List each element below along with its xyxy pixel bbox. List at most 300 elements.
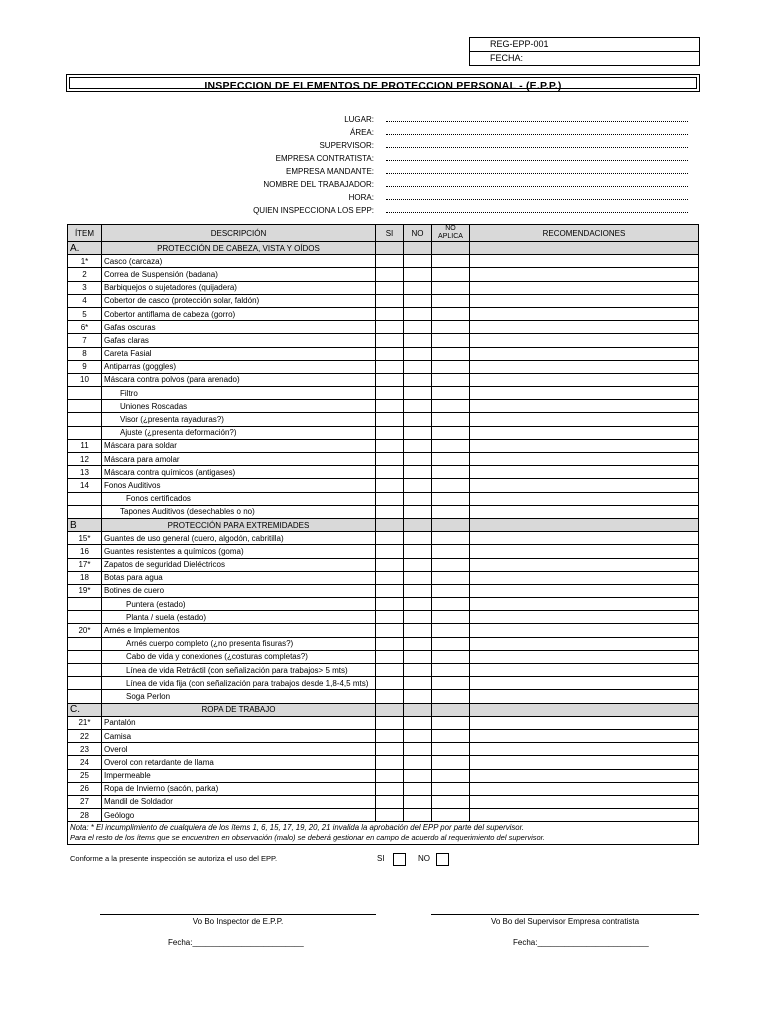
item-number: 8: [68, 347, 102, 360]
no-aplica-check-cell[interactable]: [432, 505, 470, 518]
si-check-cell[interactable]: [376, 637, 404, 650]
no-check-cell[interactable]: [404, 756, 432, 769]
recommendation-cell[interactable]: [470, 453, 699, 466]
no-check-cell[interactable]: [404, 637, 432, 650]
recommendation-cell[interactable]: [470, 505, 699, 518]
recommendation-cell[interactable]: [470, 492, 699, 505]
no-aplica-check-cell[interactable]: [432, 650, 470, 663]
recommendation-cell[interactable]: [470, 782, 699, 795]
item-description: Overol con retardante de llama: [102, 756, 376, 769]
recommendation-cell[interactable]: [470, 756, 699, 769]
no-aplica-check-cell[interactable]: [432, 321, 470, 334]
si-check-cell[interactable]: [376, 466, 404, 479]
no-check-cell[interactable]: [404, 426, 432, 439]
table-row: [68, 426, 699, 439]
item-number: 19*: [68, 584, 102, 597]
no-check-cell[interactable]: [404, 584, 432, 597]
info-field-row: [0, 178, 768, 191]
item-description: Impermeable: [102, 769, 376, 782]
item-description: Línea de vida Retráctil (con señalización para trabajos> 5 mts): [102, 664, 376, 677]
no-aplica-check-cell[interactable]: [432, 294, 470, 307]
table-row: [68, 624, 699, 637]
si-check-cell[interactable]: [376, 756, 404, 769]
section-header-row: [68, 242, 699, 255]
recommendation-cell[interactable]: [470, 769, 699, 782]
item-description: Máscara para soldar: [102, 439, 376, 452]
si-check-cell[interactable]: [376, 782, 404, 795]
table-row: [68, 782, 699, 795]
recommendation-cell[interactable]: [470, 387, 699, 400]
recommendation-cell[interactable]: [470, 360, 699, 373]
no-check-cell[interactable]: [404, 439, 432, 452]
recommendation-cell[interactable]: [470, 426, 699, 439]
recommendation-cell[interactable]: [470, 571, 699, 584]
item-number: [68, 611, 102, 624]
section-si-cell: [376, 518, 404, 531]
recommendation-cell[interactable]: [470, 690, 699, 703]
item-number: 2: [68, 268, 102, 281]
conformity-no-checkbox[interactable]: [436, 853, 449, 866]
recommendation-cell[interactable]: [470, 307, 699, 320]
no-aplica-check-cell[interactable]: [432, 466, 470, 479]
info-fields: [0, 113, 768, 217]
si-check-cell[interactable]: [376, 255, 404, 268]
no-check-cell[interactable]: [404, 729, 432, 742]
item-number: 10: [68, 373, 102, 386]
si-check-cell[interactable]: [376, 769, 404, 782]
table-row: [68, 334, 699, 347]
no-check-cell[interactable]: [404, 479, 432, 492]
item-description: Careta Fasial: [102, 347, 376, 360]
item-description: Línea de vida fija (con señalización para trabajos desde 1,8-4,5 mts): [102, 677, 376, 690]
recommendation-cell[interactable]: [470, 743, 699, 756]
conformity-si-checkbox[interactable]: [393, 853, 406, 866]
item-number: 7: [68, 334, 102, 347]
item-description: Ajuste (¿presenta deformación?): [102, 426, 376, 439]
recommendation-cell[interactable]: [470, 268, 699, 281]
recommendation-cell[interactable]: [470, 532, 699, 545]
signature-line-inspector[interactable]: [100, 914, 376, 915]
table-row: [68, 479, 699, 492]
si-check-cell[interactable]: [376, 505, 404, 518]
item-number: 26: [68, 782, 102, 795]
item-description: Botas para agua: [102, 571, 376, 584]
section-si-cell: [376, 703, 404, 716]
recommendation-cell[interactable]: [470, 677, 699, 690]
si-check-cell[interactable]: [376, 729, 404, 742]
no-check-cell[interactable]: [404, 598, 432, 611]
section-rec-cell: [470, 703, 699, 716]
si-check-cell[interactable]: [376, 387, 404, 400]
signature-line-supervisor[interactable]: [431, 914, 699, 915]
note-line-1: Nota: * El incumplimiento de cualquiera de los ítems 1, 6, 15, 17, 19, 20, 21 invalida la aprobación del EPP por parte del supervisor.: [70, 823, 525, 833]
table-row: [68, 268, 699, 281]
no-aplica-check-cell[interactable]: [432, 479, 470, 492]
no-aplica-check-cell[interactable]: [432, 492, 470, 505]
si-check-cell[interactable]: [376, 307, 404, 320]
item-number: [68, 664, 102, 677]
no-check-cell[interactable]: [404, 809, 432, 822]
item-number: 1*: [68, 255, 102, 268]
item-description: Fonos certificados: [102, 492, 376, 505]
no-check-cell[interactable]: [404, 387, 432, 400]
recommendation-cell[interactable]: [470, 373, 699, 386]
item-description: Soga Perlon: [102, 690, 376, 703]
signature-date-inspector[interactable]: Fecha:_________________________: [168, 938, 304, 947]
table-row: [68, 347, 699, 360]
item-number: [68, 492, 102, 505]
signature-date-supervisor[interactable]: Fecha:_________________________: [513, 938, 649, 947]
no-check-cell[interactable]: [404, 716, 432, 729]
item-description: Puntera (estado): [102, 598, 376, 611]
item-description: Uniones Roscadas: [102, 400, 376, 413]
item-number: 9: [68, 360, 102, 373]
item-number: [68, 637, 102, 650]
table-row: [68, 307, 699, 320]
table-row: [68, 743, 699, 756]
no-aplica-check-cell[interactable]: [432, 782, 470, 795]
table-row: [68, 466, 699, 479]
table-row: [68, 545, 699, 558]
item-description: Geólogo: [102, 809, 376, 822]
no-check-cell[interactable]: [404, 373, 432, 386]
no-aplica-check-cell[interactable]: [432, 281, 470, 294]
item-number: [68, 413, 102, 426]
recommendation-cell[interactable]: [470, 558, 699, 571]
no-check-cell[interactable]: [404, 294, 432, 307]
no-aplica-check-cell[interactable]: [432, 268, 470, 281]
table-row: [68, 321, 699, 334]
date-field-label[interactable]: FECHA:: [470, 51, 699, 65]
si-check-cell[interactable]: [376, 321, 404, 334]
item-number: [68, 426, 102, 439]
no-aplica-check-cell[interactable]: [432, 611, 470, 624]
si-check-cell[interactable]: [376, 545, 404, 558]
si-check-cell[interactable]: [376, 373, 404, 386]
item-description: Pantalón: [102, 716, 376, 729]
si-check-cell[interactable]: [376, 795, 404, 808]
no-aplica-check-cell[interactable]: [432, 255, 470, 268]
info-field-input[interactable]: [386, 173, 688, 174]
item-description: Ropa de Invierno (sacón, parka): [102, 782, 376, 795]
item-number: 21*: [68, 716, 102, 729]
table-row: [68, 505, 699, 518]
recommendation-cell[interactable]: [470, 294, 699, 307]
recommendation-cell[interactable]: [470, 809, 699, 822]
info-field-input[interactable]: [386, 134, 688, 135]
item-description: Gafas oscuras: [102, 321, 376, 334]
no-check-cell[interactable]: [404, 782, 432, 795]
no-check-cell[interactable]: [404, 268, 432, 281]
recommendation-cell[interactable]: [470, 466, 699, 479]
table-row: [68, 400, 699, 413]
table-row: [68, 453, 699, 466]
item-description: Filtro: [102, 387, 376, 400]
item-number: 11: [68, 439, 102, 452]
recommendation-cell[interactable]: [470, 545, 699, 558]
no-check-cell[interactable]: [404, 795, 432, 808]
section-letter: A.: [68, 242, 102, 255]
info-field-label: NOMBRE DEL TRABAJADOR:: [263, 180, 374, 189]
no-check-cell[interactable]: [404, 690, 432, 703]
recommendation-cell[interactable]: [470, 637, 699, 650]
no-aplica-check-cell[interactable]: [432, 347, 470, 360]
recommendation-cell[interactable]: [470, 439, 699, 452]
si-check-cell[interactable]: [376, 360, 404, 373]
si-check-cell[interactable]: [376, 611, 404, 624]
si-check-cell[interactable]: [376, 439, 404, 452]
si-check-cell[interactable]: [376, 809, 404, 822]
no-check-cell[interactable]: [404, 453, 432, 466]
item-number: 24: [68, 756, 102, 769]
si-check-cell[interactable]: [376, 558, 404, 571]
item-description: Máscara para amolar: [102, 453, 376, 466]
section-title: PROTECCIÓN DE CABEZA, VISTA Y OÍDOS: [102, 242, 376, 255]
item-description: Visor (¿presenta rayaduras?): [102, 413, 376, 426]
signature-label-supervisor: Vo Bo del Supervisor Empresa contratista: [490, 917, 640, 926]
table-row: [68, 558, 699, 571]
no-aplica-check-cell[interactable]: [432, 743, 470, 756]
section-header-row: [68, 703, 699, 716]
si-check-cell[interactable]: [376, 571, 404, 584]
si-check-cell[interactable]: [376, 584, 404, 597]
no-aplica-check-cell[interactable]: [432, 690, 470, 703]
no-check-cell[interactable]: [404, 743, 432, 756]
item-number: [68, 400, 102, 413]
si-check-cell[interactable]: [376, 281, 404, 294]
no-check-cell[interactable]: [404, 677, 432, 690]
recommendation-cell[interactable]: [470, 321, 699, 334]
si-check-cell[interactable]: [376, 453, 404, 466]
document-code-box: [469, 37, 700, 66]
item-description: Máscara contra polvos (para arenado): [102, 373, 376, 386]
si-check-cell[interactable]: [376, 294, 404, 307]
item-number: 16: [68, 545, 102, 558]
no-check-cell[interactable]: [404, 347, 432, 360]
no-aplica-check-cell[interactable]: [432, 624, 470, 637]
si-check-cell[interactable]: [376, 664, 404, 677]
item-description: Máscara contra químicos (antigases): [102, 466, 376, 479]
no-aplica-check-cell[interactable]: [432, 334, 470, 347]
recommendation-cell[interactable]: [470, 281, 699, 294]
no-aplica-check-cell[interactable]: [432, 571, 470, 584]
si-check-cell[interactable]: [376, 690, 404, 703]
info-field-row: [0, 126, 768, 139]
item-description: Cobertor de casco (protección solar, faldón): [102, 294, 376, 307]
no-aplica-check-cell[interactable]: [432, 729, 470, 742]
note-cell: [68, 822, 699, 845]
recommendation-cell[interactable]: [470, 611, 699, 624]
no-check-cell[interactable]: [404, 413, 432, 426]
no-aplica-check-cell[interactable]: [432, 756, 470, 769]
no-aplica-check-cell[interactable]: [432, 584, 470, 597]
si-check-cell[interactable]: [376, 413, 404, 426]
recommendation-cell[interactable]: [470, 479, 699, 492]
si-check-cell[interactable]: [376, 598, 404, 611]
item-description: Correa de Suspensión (badana): [102, 268, 376, 281]
no-check-cell[interactable]: [404, 571, 432, 584]
table-row: [68, 769, 699, 782]
no-aplica-check-cell[interactable]: [432, 426, 470, 439]
signature-label-inspector: Vo Bo Inspector de E.P.P.: [192, 917, 284, 926]
no-aplica-check-cell[interactable]: [432, 387, 470, 400]
si-check-cell[interactable]: [376, 479, 404, 492]
no-aplica-check-cell[interactable]: [432, 373, 470, 386]
table-row: [68, 690, 699, 703]
item-number: 20*: [68, 624, 102, 637]
form-title-box: [66, 74, 700, 92]
info-field-label: QUIEN INSPECCIONA LOS EPP:: [253, 206, 374, 215]
table-row: [68, 294, 699, 307]
no-aplica-check-cell[interactable]: [432, 439, 470, 452]
no-check-cell[interactable]: [404, 545, 432, 558]
no-aplica-check-cell[interactable]: [432, 795, 470, 808]
section-rec-cell: [470, 518, 699, 531]
no-aplica-check-cell[interactable]: [432, 545, 470, 558]
no-check-cell[interactable]: [404, 360, 432, 373]
item-number: 12: [68, 453, 102, 466]
si-check-cell[interactable]: [376, 532, 404, 545]
no-check-cell[interactable]: [404, 664, 432, 677]
item-description: Cobertor antiflama de cabeza (gorro): [102, 307, 376, 320]
recommendation-cell[interactable]: [470, 664, 699, 677]
no-aplica-check-cell[interactable]: [432, 637, 470, 650]
info-field-input[interactable]: [386, 121, 688, 122]
table-row: [68, 795, 699, 808]
si-check-cell[interactable]: [376, 347, 404, 360]
no-aplica-check-cell[interactable]: [432, 677, 470, 690]
si-check-cell[interactable]: [376, 650, 404, 663]
no-check-cell[interactable]: [404, 624, 432, 637]
item-number: 13: [68, 466, 102, 479]
no-check-cell[interactable]: [404, 321, 432, 334]
item-description: Guantes resistentes a químicos (goma): [102, 545, 376, 558]
info-field-input[interactable]: [386, 147, 688, 148]
table-row: [68, 571, 699, 584]
si-check-cell[interactable]: [376, 400, 404, 413]
item-number: 25: [68, 769, 102, 782]
section-na-cell: [432, 242, 470, 255]
note-line-2: Para el resto de los ítems que se encuentren en observación (malo) se deberá gestionar en campo de acuerdo al requerimiento del supervisor.: [70, 833, 545, 843]
header-no: NO: [404, 225, 432, 242]
header-recommendations: RECOMENDACIONES: [470, 225, 699, 242]
table-row: [68, 637, 699, 650]
table-row: [68, 598, 699, 611]
table-row: [68, 809, 699, 822]
no-aplica-check-cell[interactable]: [432, 453, 470, 466]
no-check-cell[interactable]: [404, 334, 432, 347]
item-number: 6*: [68, 321, 102, 334]
no-aplica-check-cell[interactable]: [432, 769, 470, 782]
info-field-input[interactable]: [386, 186, 688, 187]
info-field-row: [0, 152, 768, 165]
no-aplica-check-cell[interactable]: [432, 716, 470, 729]
no-check-cell[interactable]: [404, 558, 432, 571]
table-row: [68, 439, 699, 452]
no-check-cell[interactable]: [404, 611, 432, 624]
no-check-cell[interactable]: [404, 281, 432, 294]
table-row: [68, 729, 699, 742]
no-check-cell[interactable]: [404, 532, 432, 545]
table-row: [68, 677, 699, 690]
si-check-cell[interactable]: [376, 677, 404, 690]
si-check-cell[interactable]: [376, 268, 404, 281]
item-number: [68, 505, 102, 518]
recommendation-cell[interactable]: [470, 650, 699, 663]
recommendation-cell[interactable]: [470, 584, 699, 597]
info-field-row: [0, 139, 768, 152]
no-check-cell[interactable]: [404, 255, 432, 268]
recommendation-cell[interactable]: [470, 795, 699, 808]
item-description: Cabo de vida y conexiones (¿costuras completas?): [102, 650, 376, 663]
table-row: [68, 756, 699, 769]
info-field-row: [0, 165, 768, 178]
si-check-cell[interactable]: [376, 743, 404, 756]
section-letter: B: [68, 518, 102, 531]
info-field-input[interactable]: [386, 199, 688, 200]
si-check-cell[interactable]: [376, 492, 404, 505]
no-check-cell[interactable]: [404, 650, 432, 663]
section-header-row: [68, 518, 699, 531]
no-aplica-check-cell[interactable]: [432, 307, 470, 320]
table-header-row: [68, 225, 699, 242]
info-field-input[interactable]: [386, 212, 688, 213]
section-rec-cell: [470, 242, 699, 255]
no-check-cell[interactable]: [404, 505, 432, 518]
recommendation-cell[interactable]: [470, 413, 699, 426]
item-description: Tapones Auditivos (desechables o no): [102, 505, 376, 518]
no-check-cell[interactable]: [404, 769, 432, 782]
item-number: 14: [68, 479, 102, 492]
table-row: [68, 492, 699, 505]
no-aplica-check-cell[interactable]: [432, 664, 470, 677]
no-aplica-check-cell[interactable]: [432, 598, 470, 611]
no-check-cell[interactable]: [404, 307, 432, 320]
no-aplica-check-cell[interactable]: [432, 360, 470, 373]
recommendation-cell[interactable]: [470, 334, 699, 347]
info-field-label: ÁREA:: [349, 128, 374, 137]
no-check-cell[interactable]: [404, 466, 432, 479]
table-row: [68, 532, 699, 545]
no-check-cell[interactable]: [404, 492, 432, 505]
document-code: REG-EPP-001: [490, 39, 549, 49]
si-check-cell[interactable]: [376, 334, 404, 347]
item-description: Arnés cuerpo completo (¿no presenta fisuras?): [102, 637, 376, 650]
recommendation-cell[interactable]: [470, 716, 699, 729]
no-check-cell[interactable]: [404, 400, 432, 413]
item-number: 27: [68, 795, 102, 808]
recommendation-cell[interactable]: [470, 255, 699, 268]
recommendation-cell[interactable]: [470, 400, 699, 413]
recommendation-cell[interactable]: [470, 598, 699, 611]
recommendation-cell[interactable]: [470, 729, 699, 742]
si-check-cell[interactable]: [376, 426, 404, 439]
table-row: [68, 584, 699, 597]
no-aplica-check-cell[interactable]: [432, 809, 470, 822]
recommendation-cell[interactable]: [470, 347, 699, 360]
item-description: Overol: [102, 743, 376, 756]
no-aplica-check-cell[interactable]: [432, 400, 470, 413]
si-check-cell[interactable]: [376, 624, 404, 637]
item-number: [68, 650, 102, 663]
si-check-cell[interactable]: [376, 716, 404, 729]
no-aplica-check-cell[interactable]: [432, 532, 470, 545]
recommendation-cell[interactable]: [470, 624, 699, 637]
no-aplica-check-cell[interactable]: [432, 413, 470, 426]
info-field-input[interactable]: [386, 160, 688, 161]
no-aplica-check-cell[interactable]: [432, 558, 470, 571]
item-description: Botines de cuero: [102, 584, 376, 597]
